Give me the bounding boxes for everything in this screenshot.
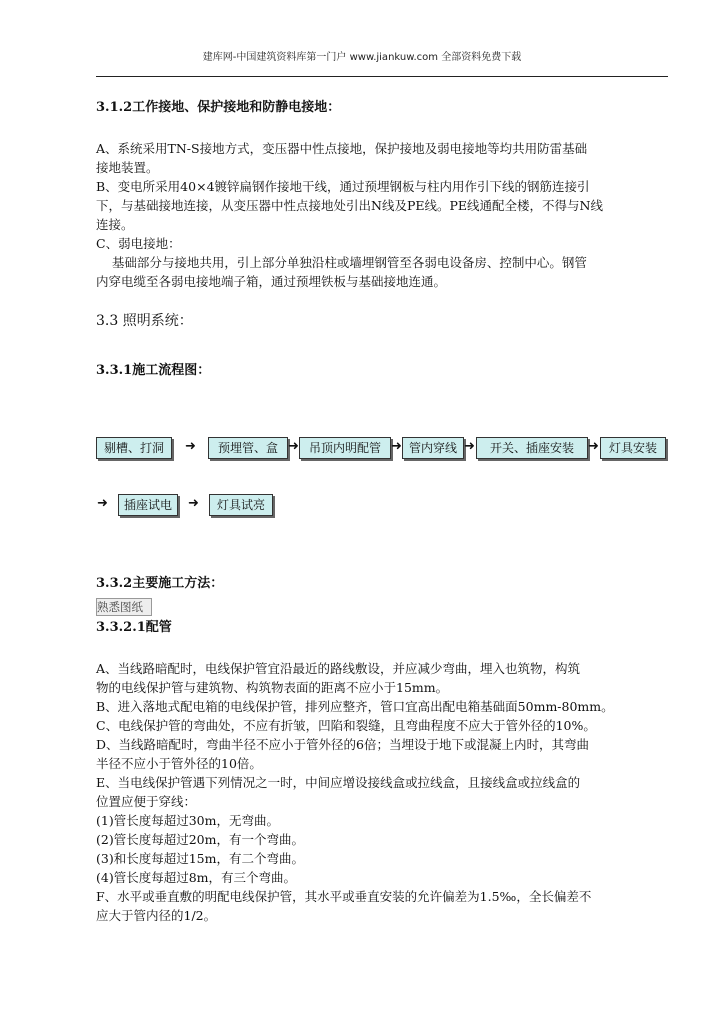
body-line: 下，与基础接地连接，从变压器中性点接地处引出N线及PE线。PE线通配全楼，不得与N线 [96,198,603,213]
body-line: 接地装置。 [96,160,159,175]
heading-3-3: 3.3 照明系统： [96,313,193,329]
tag-label: 熟悉图纸 [96,598,152,616]
heading-3-3-2-1: 3.3.2.1配管 [96,620,172,635]
flow-step-3: 吊顶内明配管 [299,437,391,459]
body-line: A、系统采用TN-S接地方式，变压器中性点接地，保护接地及弱电接地等均共用防雷基础 [96,141,588,156]
body-line: 应大于管内径的1/2。 [96,908,217,923]
body-line: C、弱电接地： [96,236,181,251]
header-rule [96,76,668,77]
page-header: 建库网-中国建筑资料库第一门户 www.jiankuw.com 全部资料免费下载 [202,52,522,63]
body-line: C、电线保护管的弯曲处，不应有折皱，凹陷和裂缝，且弯曲程度不应大于管外径的10%。 [96,718,596,733]
flow-arrow: ➜ [97,496,108,511]
body-line: E、当电线保护管遇下列情况之一时，中间应增设接线盒或拉线盒，且接线盒或拉线盒的 [96,775,581,790]
body-line: A、当线路暗配时，电线保护管宜沿最近的路线敷设，并应减少弯曲，埋入也筑物，构筑 [96,661,581,676]
body-line: 内穿电缆至各弱电接地端子箱，通过预埋铁板与基础接地连通。 [96,274,447,289]
body-line: 基础部分与接地共用，引上部分单独沿柱或墙埋钢管至各弱电设备房、控制中心。钢管 [96,255,587,270]
flow-arrow: ➜ [464,439,475,454]
flow-step-1: 剔槽、打洞 [96,437,172,459]
section-3-1-2-body [96,139,603,291]
flow-arrow: ➜ [188,496,199,511]
body-line: 物的电线保护管与建筑物、构筑物表面的距离不应小于15mm。 [96,680,449,695]
heading-3-1-2: 3.1.2工作接地、保护接地和防静电接地： [96,100,341,115]
body-line: B、进入落地式配电箱的电线保护管，排列应整齐，管口宜高出配电箱基础面50mm-80mm。 [96,699,614,714]
flow-step-2: 预埋管、盒 [208,437,288,459]
body-line: (2)管长度每超过20m，有一个弯曲。 [96,832,304,847]
heading-3-3-1: 3.3.1施工流程图： [96,363,211,378]
flow-step-5: 开关、插座安装 [476,437,588,459]
section-3-3-2-1-body [96,659,614,925]
flow-arrow: ➜ [391,439,402,454]
body-line: D、当线路暗配时，弯曲半径不应小于管外径的6倍；当埋设于地下或混凝上内时，其弯曲 [96,737,589,752]
body-line: 半径不应小于管外径的10倍。 [96,756,262,771]
flow-step-4: 管内穿线 [402,437,464,459]
flow-arrow: ➜ [185,439,196,454]
flow-step-6: 灯具安装 [600,437,666,459]
body-line: 位置应便于穿线： [96,794,197,809]
body-line: (3)和长度每超过15m，有二个弯曲。 [96,851,304,866]
heading-3-3-2: 3.3.2主要施工方法： [96,576,224,591]
body-line: (1)管长度每超过30m，无弯曲。 [96,813,279,828]
flow-step-8: 灯具试亮 [209,494,273,516]
body-line: (4)管长度每超过8m，有三个弯曲。 [96,870,297,885]
body-line: 连接。 [96,217,134,232]
flow-arrow: ➜ [588,439,599,454]
flow-arrow: ➜ [288,439,299,454]
body-line: B、变电所采用40×4镀锌扁钢作接地干线，通过预埋钢板与柱内用作引下线的钢筋连接引 [96,179,590,194]
body-line: F、水平或垂直敷的明配电线保护管，其水平或垂直安装的允许偏差为1.5‰，全长偏差不 [96,889,592,904]
flow-step-7: 插座试电 [118,494,178,516]
